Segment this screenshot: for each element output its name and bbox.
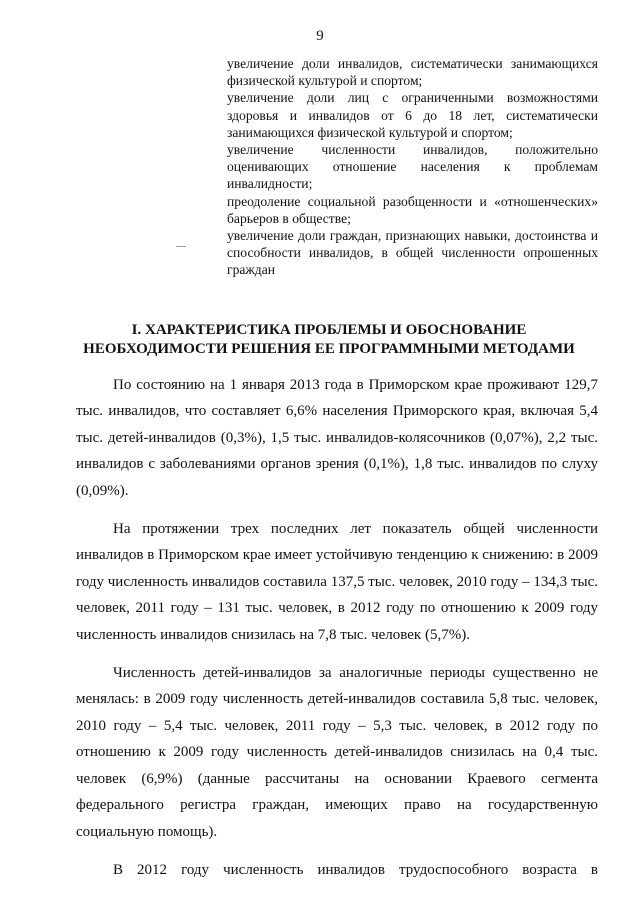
body-paragraph: В 2012 году численность инвалидов трудоспособного возраста в [113,861,598,878]
goal-item: увеличение доли лиц с ограниченными возможностями здоровья и инвалидов от 6 до 18 лет, систематически занимающихся физической культурой и спортом; [227,90,598,140]
body-paragraph: Численность детей-инвалидов за аналогичные периоды существенно не менялась: в 2009 году численность детей-инвалидов составила 5,8 тыс. человек, 2010 году – 5,4 тыс. человек, 2011 году – 5,3 тыс. человек, в 2012 году по отношению к 2009 году численность детей-инвалидов снизилась на 0,4 тыс. человек (6,9%) (данные рассчитаны на основании Краевого сегмента федерального регистра граждан, имеющих право на государственную социальную помощь). [76,665,598,840]
section-body [76,372,598,895]
goal-item: преодоление социальной разобщенности и «отношенческих» барьеров в обществе; [227,193,598,226]
page-number: 9 [316,28,324,44]
scan-mark [176,246,186,247]
body-paragraph: По состоянию на 1 января 2013 года в Приморском крае проживают 129,7 тыс. инвалидов, что составляет 6,6% населения Приморского края, включая 5,4 тыс. детей-инвалидов (0,3%), 1,5 тыс. инвалидов-колясочников (0,07%), 2,2 тыс. инвалидов с заболеваниями органов зрения (0,1%), 1,8 тыс. инвалидов по слуху (0,09%). [76,377,598,499]
section-title [60,321,598,359]
goals-list [227,55,598,279]
section-title-line-2: НЕОБХОДИМОСТИ РЕШЕНИЯ ЕЕ ПРОГРАММНЫМИ МЕТОДАМИ [83,341,575,357]
body-paragraph: На протяжении трех последних лет показатель общей численности инвалидов в Приморском крае имеет устойчивую тенденцию к снижению: в 2009 году численность инвалидов составила 137,5 тыс. человек, 2010 году – 134,3 тыс. человек, 2011 году – 131 тыс. человек, в 2012 году по отношению к 2009 году численность инвалидов снизилась на 7,8 тыс. человек (5,7%). [76,521,598,643]
goal-item: увеличение численности инвалидов, положительно оценивающих отношение населения к проблемам инвалидности; [227,142,598,192]
goal-item: увеличение доли граждан, признающих навыки, достоинства и способности инвалидов, в общей численности опрошенных граждан [227,228,598,278]
section-title-line-1: I. ХАРАКТЕРИСТИКА ПРОБЛЕМЫ И ОБОСНОВАНИЕ [131,322,527,338]
goal-item: увеличение доли инвалидов, систематически занимающихся физической культурой и спортом; [227,56,598,89]
